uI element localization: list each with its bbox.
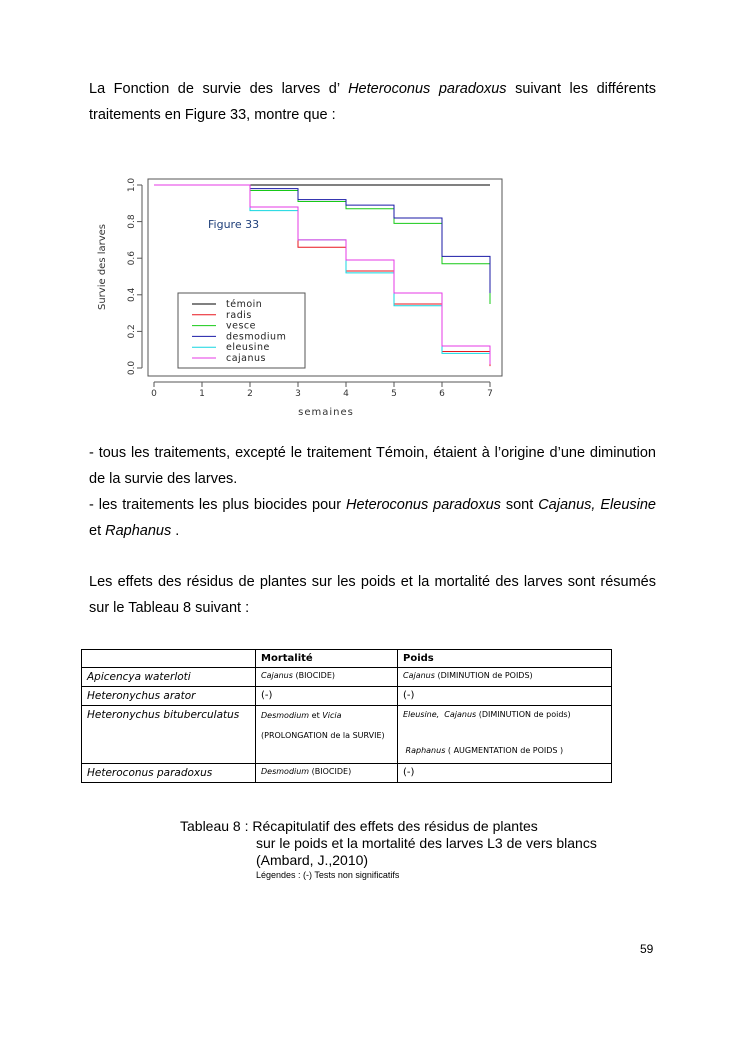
table-row (82, 706, 612, 764)
header-poids: Poids (398, 650, 612, 668)
cell-italic: Cajanus (261, 671, 293, 680)
legend-label-témoin: témoin (226, 299, 263, 310)
table-row (82, 764, 612, 783)
header-mortalite: Mortalité (256, 650, 398, 668)
cell-line (403, 742, 606, 760)
bullet-2 (89, 492, 656, 544)
caption-line-3: (Ambard, J.,2010) (256, 852, 369, 868)
survival-chart (88, 170, 528, 420)
x-tick-label: 7 (487, 389, 493, 399)
bullet-2-pre: - les traitements les plus biocides pour (89, 497, 347, 513)
y-tick-label: 0.4 (127, 287, 137, 302)
bullet-2-mid: sont (500, 497, 539, 513)
cell-text: et (309, 711, 323, 720)
intro-species: Heteroconus paradoxus (348, 81, 507, 97)
cell-line: (PROLONGATION de la SURVIE) (261, 731, 385, 740)
x-tick-label: 4 (343, 389, 349, 399)
legend-label-eleusine: eleusine (226, 342, 270, 354)
bullet-2-eleusine: Eleusine (600, 497, 656, 513)
species-cell: Heteronychus bituberculatus (82, 706, 256, 764)
caption-line-2: sur le poids et la mortalité des larves L3 de vers blancs (256, 835, 597, 851)
legend (178, 293, 305, 368)
y-axis-label: Survie des larves (97, 223, 108, 310)
cell-text: (BIOCIDE) (292, 671, 336, 680)
y-tick-label: 0.6 (127, 251, 137, 266)
cell-text: (DIMINUTION de POIDS) (434, 671, 533, 680)
caption-line-1: Tableau 8 : Récapitulatif des effets des résidus de plantes (180, 818, 538, 834)
intro-text-2: suivant les différents traitements en Figure 33, montre que : (89, 81, 656, 123)
species-cell: Apicencya waterloti (82, 668, 256, 687)
intro2-paragraph (89, 569, 656, 621)
cell-italic: Cajanus (444, 710, 477, 719)
species-cell: Heteroconus paradoxus (82, 764, 256, 783)
intro2-text: Les effets des résidus de plantes sur les poids et la mortalité des larves sont résumés sur le Tableau 8 suivant : (89, 574, 656, 616)
x-axis (151, 382, 493, 399)
cell-text: (DIMINUTION de poids) (476, 710, 571, 719)
caption-legend: Légendes : (-) Tests non significatifs (256, 870, 400, 880)
weight-cell (398, 668, 612, 687)
mortality-cell (256, 706, 398, 764)
bullet-2-species: Heteroconus paradoxus (346, 497, 501, 513)
cell-italic: Raphanus (405, 746, 446, 755)
legend-label-vesce: vesce (226, 320, 256, 332)
x-tick-label: 0 (151, 389, 157, 399)
cell-italic: Desmodium (261, 711, 310, 720)
cell-italic: Vicia (322, 711, 342, 720)
bullets-paragraph (89, 440, 656, 544)
page-number: 59 (640, 942, 654, 956)
table-caption (180, 818, 597, 881)
bullet-1: - tous les traitements, excepté le traitement Témoin, étaient à l’origine d’une diminution de la survie des larves. (89, 445, 656, 487)
intro-text-1: La Fonction de survie des larves d’ (89, 81, 349, 97)
cell-line (261, 706, 392, 726)
bullet-2-cajanus: Cajanus, (538, 497, 596, 513)
cell-text: ( AUGMENTATION de POIDS ) (445, 746, 564, 755)
legend-label-desmodium: desmodium (226, 331, 287, 343)
legend-label-cajanus: cajanus (226, 353, 266, 364)
mortality-cell (256, 668, 398, 687)
cell-line (403, 706, 606, 724)
weight-cell: (-) (398, 687, 612, 706)
mortality-cell: (-) (256, 687, 398, 706)
x-tick-label: 3 (295, 389, 301, 399)
species-cell: Heteronychus arator (82, 687, 256, 706)
cell-spacer (403, 724, 606, 742)
x-tick-label: 1 (199, 389, 205, 399)
y-axis (127, 178, 142, 376)
y-tick-label: 1.0 (127, 177, 137, 193)
y-tick-label: 0.8 (127, 214, 137, 229)
weight-cell (398, 706, 612, 764)
chart-title: Figure 33 (208, 218, 260, 231)
legend-label-radis: radis (226, 309, 252, 321)
intro-paragraph (89, 76, 656, 128)
cell-italic: Cajanus (403, 671, 435, 680)
x-tick-label: 2 (247, 389, 253, 399)
table-header-row (82, 650, 612, 668)
x-tick-label: 5 (391, 389, 397, 399)
weight-cell: (-) (398, 764, 612, 783)
x-axis-label: semaines (298, 407, 354, 418)
mortality-cell (256, 764, 398, 783)
bullet-2-et: et (89, 523, 106, 539)
y-tick-label: 0.2 (127, 324, 137, 339)
x-tick-label: 6 (439, 389, 445, 399)
cell-italic: Eleusine, (403, 710, 440, 719)
series-line-vesce (154, 185, 490, 304)
cell-text: (BIOCIDE) (309, 767, 352, 776)
table-row (82, 668, 612, 687)
bullet-2-raphanus: Raphanus (105, 523, 172, 539)
bullet-2-end: . (171, 523, 180, 539)
table-8 (81, 649, 612, 783)
cell-italic: Desmodium (261, 767, 310, 776)
y-tick-label: 0.0 (127, 360, 137, 376)
header-empty (82, 650, 256, 668)
table-row (82, 687, 612, 706)
